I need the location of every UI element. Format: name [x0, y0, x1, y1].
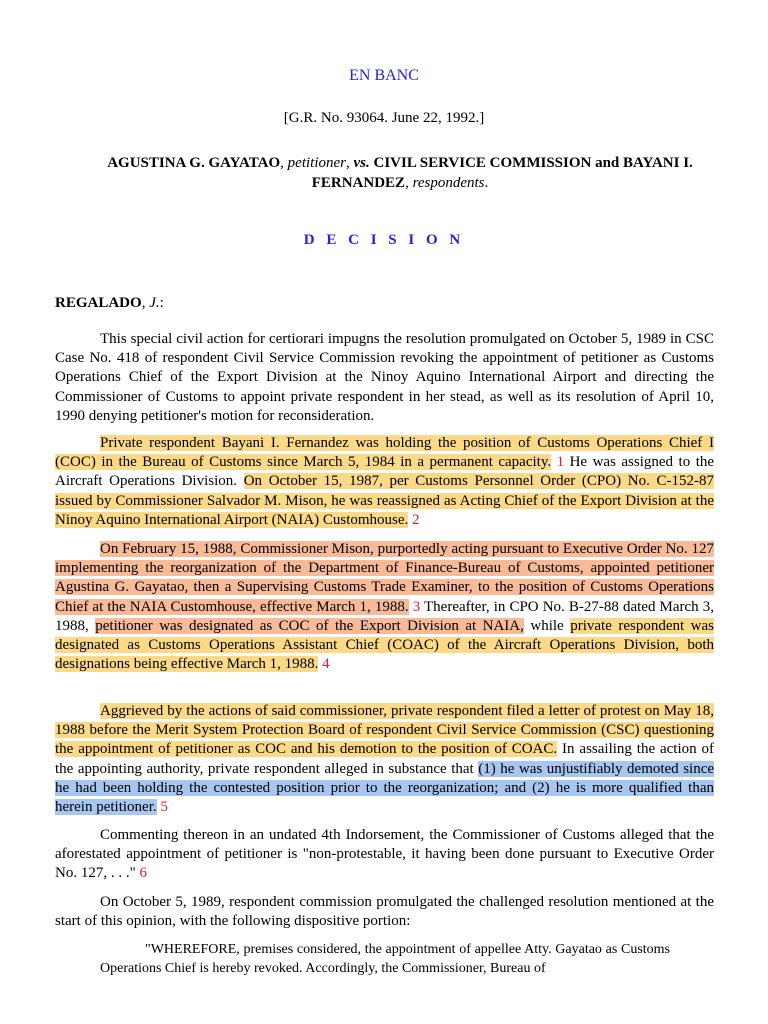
footnote-link-1[interactable]: 1 — [556, 454, 565, 471]
court-division-link[interactable]: EN BANC — [349, 67, 419, 84]
footnote-link-4[interactable]: 4 — [322, 656, 330, 673]
block-quote — [100, 940, 670, 978]
paragraph-4-text: In assailing the action of the appointing authority, private respondent alleged in substance that — [55, 741, 715, 777]
case-parties: AGUSTINA G. GAYATAO, petitioner, vs. CIVIL SERVICE COMMISSION and BAYANI I. FERNANDEZ, respondents. — [107, 155, 693, 191]
versus-label: vs. — [353, 155, 370, 171]
block-quote-text: "WHEREFORE, premises considered, the appointment of appellee Atty. Gayatao as Customs Operations Chief is hereby revoked. Accordingly, the Commissioner, Bureau of — [100, 942, 670, 976]
highlight-orange: On February 15, 1988, Commissioner Mison, purportedly acting pursuant to Executive Order No. 127 implementing the reorganization of the Department of Finance-Bureau of Customs, appointed petitioner Agustina G. Gayatao, then a Supervising Customs Trade Examiner, to the position of Customs Operations Chief at the NAIA Customhouse, effective March 1, 1988. — [55, 541, 714, 615]
respondent-2-name: BAYANI I. FERNANDEZ — [311, 155, 693, 191]
highlight-orange: petitioner was designated as COC of the Export Division at NAIA, — [95, 617, 524, 634]
conjunction: and — [595, 155, 620, 171]
footnote-link-3[interactable]: 3 — [412, 598, 421, 615]
highlight-yellow: Private respondent Bayani I. Fernandez was holding the position of Customs Operations Chief I (COC) in the Bureau of Customs since March 5, 1984 in a permanent capacity. — [55, 435, 714, 471]
highlight-blue: (1) he was unjustifiably demoted since he had been holding the contested position prior to the reorganization; and (2) he is more qualified than herein petitioner. — [55, 760, 715, 816]
footnote-link-5[interactable]: 5 — [160, 799, 168, 816]
paragraph-5 — [55, 826, 714, 884]
petitioner-name: AGUSTINA G. GAYATAO — [107, 155, 281, 171]
paragraph-3-text: Thereafter, in CPO No. B-27-88 dated March 3, 1988, — [55, 598, 715, 634]
highlight-yellow: Aggrieved by the actions of said commissioner, private respondent filed a letter of protest on May 18, 1988 before the Merit System Protection Board of respondent Civil Service Commission (CSC) questioning the appointment of petitioner as COC and his demotion to the position of COAC. — [55, 703, 714, 758]
respondent-role: respondents — [412, 175, 485, 191]
respondent-1-name: CIVIL SERVICE COMMISSION — [373, 155, 592, 171]
paragraph-4 — [55, 702, 714, 817]
case-number: [G.R. No. 93064. June 22, 1992.] — [283, 110, 485, 126]
paragraph-3 — [55, 540, 714, 674]
ponente-name: REGALADO — [55, 295, 142, 311]
ponente-suffix: J. — [149, 295, 160, 311]
highlight-yellow: private respondent was designated as Customs Operations Assistant Chief (COAC) of the Aircraft Operations Division, both designations being effective March 1, 1988. — [55, 617, 714, 673]
footnote-link-2[interactable]: 2 — [412, 511, 420, 528]
ponente: REGALADO, J.: — [55, 295, 164, 311]
footnote-link-6[interactable]: 6 — [139, 865, 147, 882]
paragraph-1-text: This special civil action for certiorari impugns the resolution promulgated on October 5, 1989 in CSC Case No. 418 of respondent Civil Service Commission revoking the appointment of petitioner as Customs Operations Chief of the Export Division at the Ninoy Aquino International Airport and directing the Commissioner of Customs to appoint private respondent in her stead, as well as its resolution of April 10, 1990 denying petitioner's motion for reconsideration. — [55, 331, 714, 424]
paragraph-6 — [55, 893, 714, 931]
paragraph-3-text: while — [530, 617, 564, 634]
paragraph-2 — [55, 434, 714, 530]
petitioner-role: petitioner — [287, 155, 346, 171]
decision-heading: D E C I S I O N — [303, 232, 465, 248]
paragraph-5-text: Commenting thereon in an undated 4th Indorsement, the Commissioner of Customs alleged that the aforestated appointment of petitioner is "non-protestable, it having been done pursuant to Executive Order No. 127, . . ." — [55, 827, 714, 882]
paragraph-1 — [55, 330, 714, 426]
paragraph-6-text: On October 5, 1989, respondent commission promulgated the challenged resolution mentioned at the start of this opinion, with the following dispositive portion: — [55, 894, 714, 930]
paragraph-2-text: He was assigned to the Aircraft Operations Division. — [55, 454, 715, 490]
highlight-yellow: On October 15, 1987, per Customs Personnel Order (CPO) No. C-152-87 issued by Commissioner Salvador M. Mison, he was reassigned as Acting Chief of the Export Division at the Ninoy Aquino International Airport (NAIA) Customhouse. — [55, 473, 714, 528]
